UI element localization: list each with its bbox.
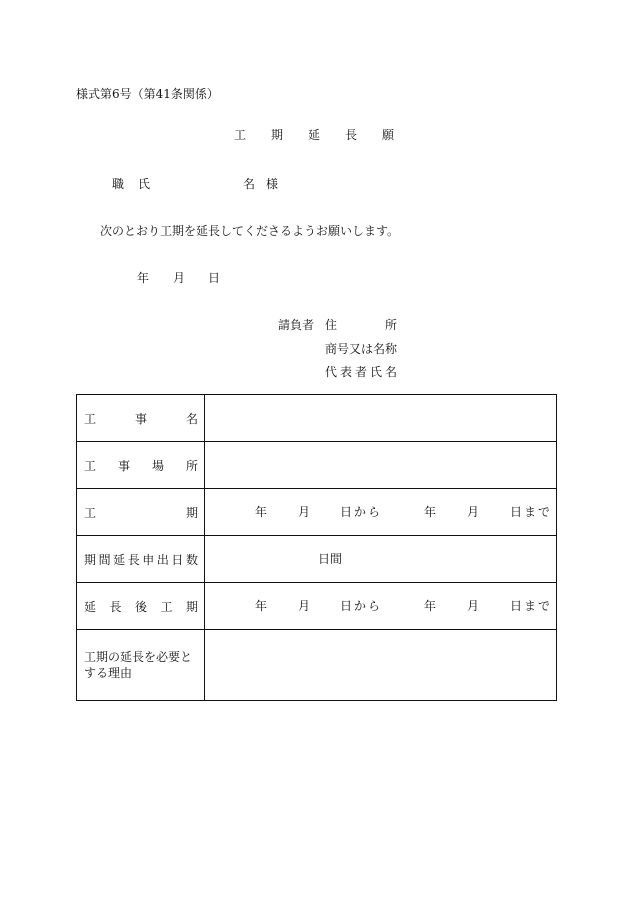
period-from-month: 月 bbox=[298, 505, 311, 519]
label-char: 数 bbox=[185, 552, 198, 567]
addressee-mei-label: 名 bbox=[243, 177, 256, 191]
project-place-field[interactable] bbox=[205, 442, 557, 489]
reason-label-text: 工期の延長を必要とする理由 bbox=[84, 650, 193, 680]
ext-to-month: 月 bbox=[467, 599, 480, 613]
label-char: 長 bbox=[109, 599, 122, 614]
reason-field[interactable] bbox=[205, 630, 557, 701]
date-month-label: 月 bbox=[173, 271, 186, 285]
title-char: 期 bbox=[270, 128, 283, 142]
applicant-trade-name-label: 商号又は名称 bbox=[325, 342, 398, 356]
period-field[interactable] bbox=[205, 489, 557, 536]
period-to-year: 年 bbox=[424, 505, 437, 519]
addressee-honorific: 様 bbox=[266, 177, 279, 191]
rep-char: 名 bbox=[384, 365, 397, 379]
period-from-day: 日から bbox=[340, 505, 383, 519]
days-unit: 日間 bbox=[318, 552, 343, 566]
label-char: 延 bbox=[113, 552, 126, 567]
form-number: 様式第6号（第41条関係） bbox=[76, 87, 219, 101]
title-char: 工 bbox=[234, 128, 247, 142]
label-char: 場 bbox=[151, 458, 164, 473]
addressee-name-label: 氏 bbox=[138, 177, 151, 191]
rep-char: 代 bbox=[325, 365, 338, 379]
address-char: 所 bbox=[384, 318, 397, 332]
rep-char: 氏 bbox=[369, 365, 382, 379]
period-to-day: 日まで bbox=[510, 505, 553, 519]
applicant-role: 請負者 bbox=[278, 318, 315, 332]
label-char: 名 bbox=[185, 411, 198, 426]
label-char: 工 bbox=[84, 458, 97, 473]
title-char: 長 bbox=[344, 128, 357, 142]
ext-from-year: 年 bbox=[255, 599, 268, 613]
reason-label bbox=[77, 630, 205, 701]
address-char: 住 bbox=[325, 318, 338, 332]
label-char: 延 bbox=[84, 599, 97, 614]
label-char: 出 bbox=[156, 552, 169, 567]
label-char: 期 bbox=[84, 552, 97, 567]
table-row bbox=[77, 536, 557, 583]
extension-days-field[interactable] bbox=[205, 536, 557, 583]
label-char: 事 bbox=[134, 411, 147, 426]
ext-from-day: 日から bbox=[340, 599, 383, 613]
label-char: 工 bbox=[84, 411, 97, 426]
label-char: 申 bbox=[142, 552, 155, 567]
title-char: 願 bbox=[381, 128, 394, 142]
period-label bbox=[77, 489, 205, 536]
project-place-label bbox=[77, 442, 205, 489]
ext-to-year: 年 bbox=[424, 599, 437, 613]
table-row bbox=[77, 583, 557, 630]
date-day-label: 日 bbox=[208, 271, 221, 285]
page-title bbox=[234, 128, 394, 142]
addressee-title-label: 職 bbox=[112, 177, 125, 191]
applicant-representative-label bbox=[325, 365, 397, 379]
project-name-label bbox=[77, 395, 205, 442]
date-year-label: 年 bbox=[137, 271, 150, 285]
extension-days-label bbox=[77, 536, 205, 583]
rep-char: 者 bbox=[354, 365, 367, 379]
label-char: 後 bbox=[134, 599, 147, 614]
table-row bbox=[77, 395, 557, 442]
label-char: 長 bbox=[127, 552, 140, 567]
ext-to-day: 日まで bbox=[510, 599, 553, 613]
period-from-year: 年 bbox=[255, 505, 268, 519]
label-char: 期 bbox=[185, 599, 198, 614]
request-text: 次のとおり工期を延長してくださるようお願いします。 bbox=[100, 224, 400, 238]
label-char: 事 bbox=[117, 458, 130, 473]
extended-period-label bbox=[77, 583, 205, 630]
project-name-field[interactable] bbox=[205, 395, 557, 442]
table-row bbox=[77, 630, 557, 701]
applicant-address-label bbox=[325, 318, 397, 332]
label-char: 間 bbox=[98, 552, 111, 567]
title-char: 延 bbox=[307, 128, 320, 142]
label-char: 所 bbox=[185, 458, 198, 473]
label-char: 期 bbox=[185, 505, 198, 520]
label-char: 工 bbox=[84, 505, 97, 520]
rep-char: 表 bbox=[339, 365, 352, 379]
extended-period-field[interactable] bbox=[205, 583, 557, 630]
ext-from-month: 月 bbox=[298, 599, 311, 613]
period-to-month: 月 bbox=[467, 505, 480, 519]
extension-form-table bbox=[76, 394, 557, 701]
table-row bbox=[77, 442, 557, 489]
label-char: 工 bbox=[160, 599, 173, 614]
table-row bbox=[77, 489, 557, 536]
label-char: 日 bbox=[171, 552, 184, 567]
